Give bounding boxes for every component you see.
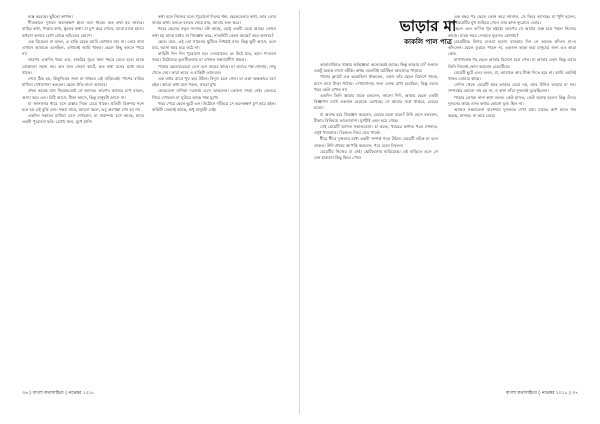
- paragraph: খবর পেয়ে ছেলে ছুটে এল। উঠোনে দাঁড়িয়ে সে অনেকক্ষণ চুপ করে রইল। বাড়িটা তেমনই আছে, শুধু মানুষটা নেই।: [152, 100, 276, 113]
- left-page-footer: ৩৬ ◊ বাংলা কথাসাহিত্য ◊ নভেম্বর ২০১৮: [22, 391, 95, 396]
- paragraph: মেয়েটিকে বিদায় দেওয়া হলো। যাওয়ার দিন সে অনেক কাঁদল। মা-ও কাঁদলেন। ছেলে বুঝতে পারল না, একজন ভাড়া করা মানুষের জন্য এত কান্না কেন।: [448, 38, 576, 57]
- paragraph: ভাড়াবাড়িতে থাকার অভিজ্ঞতা অনেকেরই আছে। কিন্তু ভাড়ার মা? শুনলে একটু অবাক লাগে বটকি। অথচ এমনটাই ঘটেছিল আমাদের পাড়ায়।: [314, 62, 438, 74]
- paragraph: কথা বলে নিজের মনে। পুরোনো দিনের গল্প, ছেলেবেলার কথা, আর তোর বাবার কথা। বলতে বলতে থেমে যায়, আবার শুরু করে।: [152, 14, 276, 26]
- paragraph: শীতকালে দুজনে অনেকক্ষণ ছাদে বসে থাকে। কত কথা হয় তাদের। বাড়ির কথা, পাড়ার কথা, স্কুলের কথা। মা চুপ করে শোনে, মাঝে মাঝে হাসে। কখনো আবার চোখ মোছে আঁচলের কোণে।: [22, 20, 144, 38]
- right-column-2: [448, 14, 576, 382]
- paragraph: মেয়েটির নিজের মা নেই। ছোটবেলায় হারিয়েছে। এই বাড়িতে এসে সে যেন হারানো কিছু ফিরে পেল।: [314, 148, 438, 161]
- paragraph: প্রথম কয়েক মাস নিয়মমতোই সে আসত। তারপর কাজের চাপ বাড়ল, আসা কমে এল। চিঠি আসে, টাকা আসে, কিন্তু মানুষটা আসে না।: [22, 88, 144, 100]
- paragraph: মা অবাক হয়ে জিজ্ঞেস করলেন, মেয়ের মতো মানে? উনি হেসে বললেন, টাকার বিনিময়ে ভালোবাসা। যুগটাই এমন হয়ে গেছে।: [314, 111, 438, 123]
- paragraph: ধীরে ধীরে দুজনের মধ্যে একটা সম্পর্ক গড়ে উঠল। মেয়েটি তাঁকে মা বলে ডাকত। উনি প্রথমে আপত্তি করলেন, পরে মেনে নিলেন।: [314, 136, 438, 148]
- paragraph: ভোরবেলা মাসিমা দরজায় এসে ডাকলেন। কোনো সাড়া নেই। ভেতরে গিয়ে দেখলেন মা ঘুমিয়ে আছে শান্ত মুখে।: [152, 88, 276, 100]
- paragraph: ছেলে বলে, এই তো সামনের ছুটিতে নিশ্চয়ই যাব। কিন্তু ছুটি আসে, চলে যায়, আসা আর হয়ে ওঠে না।: [152, 38, 276, 51]
- paragraph: একদিন সকালে মাসিমা এসে দেখলেন, মা বারান্দায় বসে আছে, হাতে একটা পুরোনো ছবি। চোখে জল, মুখে হাসি।: [22, 113, 144, 125]
- paragraph: মা জানালার ধারে বসে রাস্তার দিকে চেয়ে থাকে। প্রতিটা রিকশার শব্দে মনে হয় এই বুঝি এল। সন্ধ্যা নামে, আলো জ্বলে, তবু অপেক্ষা শেষ হয় না।: [22, 100, 144, 113]
- paragraph: এক বছর পর ছেলে ফোন করে জানাল, সে ফিরে আসছে। মা খুশি হলেন, কিন্তু মেয়েটির মুখ শুকিয়ে গেল। তার কাজ ফুরোবে এবার।: [448, 14, 576, 26]
- right-page-footer: বাংলা কথাসাহিত্য ◊ নভেম্বর ২০১৮ ◊ ৩৭: [505, 391, 578, 396]
- paragraph: শেষে ঠিক হয়, কিছুদিনের জন্য মা থাকবে এই বাড়িতেই। পাশের বাড়ির মাসিমা দেখাশোনা করবেন। ছেলে প্রতি মাসে আসবে।: [22, 76, 144, 88]
- paragraph: সেই মেয়েটি আসত সকালবেলা। চা করত, খবরের কাগজ পড়ে শোনাত, ওষুধ খাওয়াত। বিকেলে নিয়ে যেত পার্কে।: [314, 124, 438, 136]
- right-page: [300, 0, 600, 424]
- paragraph: আজও সন্ধ্যাবেলা বারান্দায় দুজনকে দেখা যায়। চায়ের কাপ হাতে গল্প করছে, হাসছে। মা আর মেয়ে।: [448, 107, 576, 119]
- paragraph: তারপর একদিন খবর এল, চাকরির সূত্রে অন্য শহরে যেতে হবে। মাকে বোঝানো সহজ নয়। কত রাত জেগে কাটে, কত কথা মনের মধ্যে জমে থাকে।: [22, 57, 144, 75]
- right-column-1: [314, 62, 438, 382]
- paragraph: বাড়িটা দিন দিন পুরোনো হয়। দেওয়ালের রং উঠে যায়, ছাদে শ্যাওলা জমে। উঠোনের তুলসীতলায় মা এখনও সন্ধ্যাপ্রদীপ জ্বালে।: [152, 51, 276, 63]
- paragraph: পাড়ার ছেলেমেয়েরা এসে বসে মায়ের কাছে। মা তাদের গল্প শোনায়, নাড়ু খেতে দেয়। তারা ভাবে এ বাড়িটা তাদেরও।: [152, 63, 276, 75]
- paragraph: এক বর্ষার রাতে খুব ঝড় উঠল। বিদ্যুৎ চলে গেল। মা একা অন্ধকারে বসে রইল। কারো কথা মনে পড়ল, কারো মুখ।: [152, 76, 276, 88]
- paragraph: ব্যস্ত করেছে। ছুটকো কাগজ।: [28, 14, 73, 19]
- paragraph: সেদিন থেকে মেয়েটি আর ভাড়ার মেয়ে নয়, আর উনিও ভাড়ার মা নন। সম্পর্কের কোনো দাম হয় না, এ কথা তাঁরা দুজনেই বুঝেছিলেন।: [448, 82, 576, 94]
- paragraph: মাসখানেক পর ছেলে আবার বিদেশে চলে গেল। মা আবার একা। কিন্তু এবার তিনি নিজেই ফোন করলেন মেয়েটিকে।: [448, 57, 576, 69]
- story-title: ভাড়ার মা: [399, 17, 457, 35]
- paragraph: একদিন তিনি আমার মাকে বললেন, জানো দিদি, আমার ছেলে একটা বিজ্ঞাপন দেখে একজন মেয়েকে রেখেছে। সে আমার সঙ্গে থাকবে, মেয়ের মতো।: [314, 93, 438, 111]
- paragraph: পাশের ফ্ল্যাটে এক ভদ্রমহিলা থাকতেন, একা। তাঁর ছেলে বিদেশে থাকে, মাসে মাসে টাকা পাঠায়। দেখাশোনার জন্য লোক রাখা হয়েছিল, কিন্তু মনের খবর কেউ রাখত না।: [314, 74, 438, 92]
- paragraph: শহরে ছেলের নতুন সংসার। বউ আছে, ছোট্ট একটা মেয়ে আছে। ফোনে কথা হয় মাঝে মধ্যে। মা জিজ্ঞেস করে, নাতনিটা কেমন আছে? কবে আসবে?: [152, 26, 276, 38]
- paragraph: এক বিকেলে মা বলল, এ বাড়ি ছেড়ে আমি কোথাও যাব না। তোর বাবা এখানে আমাকে এনেছিল, এখানেই আমি থাকব। ছেলে কিছু বলতে পারে না।: [22, 38, 144, 57]
- left-column-2: [152, 14, 276, 382]
- paragraph: মেয়েটি ছুটে এল। বলল, মা, আমাকে আর টাকা দিতে হবে না। আমি এমনিই থাকব তোমার কাছে।: [448, 69, 576, 82]
- left-column-1: [22, 14, 144, 382]
- story-author: কাকলি পাল পাত্র: [404, 37, 452, 46]
- paragraph: পাড়ার লোকে নানা কথা বলত। কেউ হাসত, কেউ অবাক হতো। কিন্তু ওঁদের দুজনের কাছে ওসব কথার কোনো মূল্য ছিল না।: [448, 94, 576, 106]
- paragraph: ছেলে এল। ক'দিন খুব হইচই। তারপর সে আবার ব্যস্ত হয়ে পড়ল নিজের কাজে। মাকে সময় দেওয়ার ফুরসত কোথায়?: [448, 26, 576, 38]
